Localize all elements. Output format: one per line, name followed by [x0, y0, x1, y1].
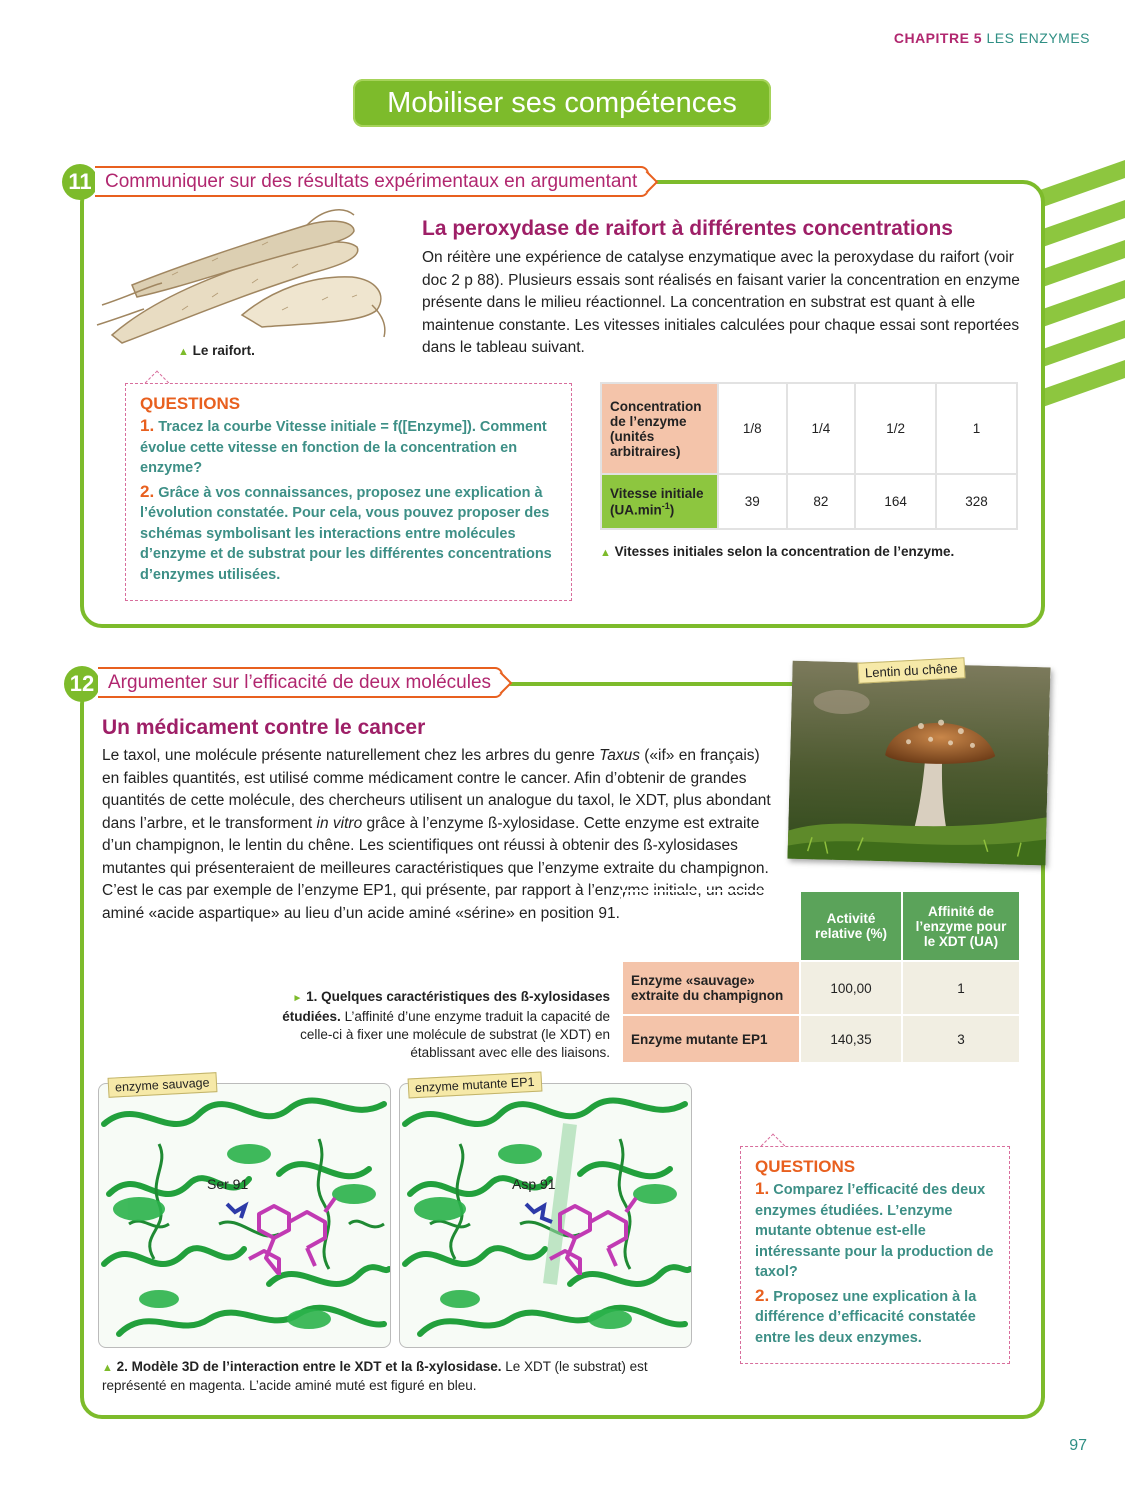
table-cell: 1: [902, 961, 1020, 1015]
row-header-wild: Enzyme «sauvage» extraite du champignon: [622, 961, 800, 1015]
velocity-table-caption-text: Vitesses initiales selon la concentration de l’enzyme.: [614, 544, 955, 559]
doc2-caption: [102, 1358, 702, 1395]
table-row: [622, 961, 1020, 1015]
ex12-text-b: («if» en français) en faibles quantités, est utilisé comme médicament contre le cancer. Afin d’obtenir de grandes quantités de cette molécule, des chercheurs utilisent un analogue du taxol, le XDT, plus abondant dans l’arbre, et le transforment: [102, 747, 771, 832]
questions-title: QUESTIONS: [140, 394, 241, 413]
question-1-text: Tracez la courbe Vitesse initiale = f([Enzyme]). Comment évolue cette vitesse en fonction de la concentration en enzyme?: [140, 419, 547, 476]
doc2-caption-text: Le XDT (le substrat) est représenté en magenta. L’acide aminé muté est figuré en bleu.: [102, 1359, 648, 1393]
residue-label-ser91: Ser 91: [207, 1176, 249, 1192]
empty-corner: [622, 891, 800, 961]
doc2-caption-bold: 2. Modèle 3D de l’interaction entre le XDT et la ß-xylosidase.: [116, 1359, 502, 1374]
question-2-number: 2.: [140, 481, 155, 501]
velocity-table: [600, 382, 1018, 530]
exercise-12-number: 12: [64, 666, 100, 702]
doc1-caption: [255, 988, 610, 1062]
model-wild-enzyme: [98, 1083, 391, 1348]
velocity-unit-exponent: -1: [661, 500, 670, 511]
doc1-caption-bold: 1. Quelques caractéristiques des ß-xylosidases étudiées.: [282, 989, 610, 1024]
table-cell: 1/8: [718, 383, 787, 474]
col-header-affinity: Affinité de l’enzyme pour le XDT (UA): [902, 891, 1020, 961]
question-1: [140, 416, 557, 479]
row-header-concentration: Concentration de l’enzyme (unités arbitraires): [601, 383, 718, 474]
question-1: [755, 1179, 995, 1283]
exercise-12-title: Un médicament contre le cancer: [102, 716, 426, 739]
table-row: [622, 1015, 1020, 1063]
ex12-text-c: grâce à l’enzyme ß-xylosidase. Cette enzyme est extraite d’un champignon, le lentin du chêne. Les scientifiques ont réussi à obtenir des ß-xylosidases mutantes qui présenteraient de meilleures caractéristiques que l’enzyme extraite du champignon. C’est le cas par exemple de l’enzyme EP1, qui présente, par rapport à l’enzyme initiale, un acide aminé «acide aspartique» au lieu d’un acide aminé «sérine» en position 91.: [102, 814, 769, 922]
table-cell: 328: [936, 474, 1017, 529]
exercise-11-title: La peroxydase de raifort à différentes concentrations: [422, 217, 953, 240]
model-mutant-enzyme: [399, 1083, 692, 1348]
chapter-number: CHAPITRE 5: [893, 30, 983, 46]
horseradish-caption-text: Le raifort.: [192, 343, 255, 358]
col-header-activity: Activité relative (%): [800, 891, 902, 961]
velocity-label: Vitesse initiale (UA.min: [610, 485, 704, 518]
question-1-text: Comparez l’efficacité des deux enzymes étudiées. L’enzyme mutante obtenue est-elle intéressante pour la production de taxol?: [755, 1182, 994, 1280]
ex12-text-italic-taxus: Taxus: [599, 747, 640, 764]
table-cell: 1: [936, 383, 1017, 474]
page-number: 97: [1069, 1437, 1087, 1454]
decorative-stripes: [1040, 160, 1125, 430]
table-cell: 140,35: [800, 1015, 902, 1063]
horseradish-caption: [178, 342, 255, 361]
table-row: [622, 891, 1020, 961]
row-header-mutant: Enzyme mutante EP1: [622, 1015, 800, 1063]
chapter-title: LES ENZYMES: [986, 30, 1090, 46]
table-cell: 82: [787, 474, 856, 529]
mushroom-photo-label: Lentin du chêne: [858, 657, 965, 684]
triangle-icon: ▲: [102, 1362, 113, 1374]
question-1-number: 1.: [140, 416, 155, 435]
velocity-table-caption: [600, 543, 954, 562]
enzyme-table: [621, 890, 1021, 1064]
exercise-12-questions: [740, 1146, 1010, 1364]
exercise-11-number: 11: [62, 164, 98, 200]
row-header-velocity: [601, 474, 718, 529]
exercise-12-tab: Argumenter sur l’efficacité de deux molécules: [98, 667, 503, 698]
triangle-icon: ▲: [600, 547, 611, 559]
chapter-header: [894, 30, 1090, 46]
questions-title: QUESTIONS: [755, 1157, 856, 1176]
exercise-11-text: On réitère une expérience de catalyse enzymatique avec la peroxydase du raifort (voir doc 2 p 88). Plusieurs essais sont réalisés en faisant varier la concentration en enzyme présente dans le milieu réactionnel. La concentration en substrat est quant à elle maintenue constante. Les vitesses initiales calculées pour chaque essai sont reportées dans le tableau suivant.: [422, 249, 1020, 356]
mushroom-photo: [787, 661, 1050, 866]
horseradish-image: [92, 205, 392, 345]
triangle-icon: ▲: [178, 346, 189, 358]
residue-label-asp91: Asp 91: [512, 1176, 556, 1192]
table-cell: 3: [902, 1015, 1020, 1063]
protein-model-mutant: [400, 1084, 692, 1348]
velocity-label-end: ): [669, 502, 675, 518]
ex12-text-a: Le taxol, une molécule présente naturellement chez les arbres du genre: [102, 747, 600, 764]
table-row: [601, 474, 1017, 529]
protein-model-wild: [99, 1084, 391, 1348]
question-2-text: Grâce à vos connaissances, proposez une explication à l’évolution constatée. Pour cela, vous pouvez proposer des schémas symbolisant les interactions entre molécules d’enzyme et de substrat pour les différentes concentrations d’enzymes utilisées.: [140, 484, 552, 583]
table-cell: 39: [718, 474, 787, 529]
section-banner: Mobiliser ses compétences: [353, 79, 771, 127]
question-2-number: 2.: [755, 1285, 770, 1305]
ex12-text-italic-invitro: in vitro: [316, 814, 363, 832]
question-2-text: Proposez une explication à la différence d’efficacité constatée entre les deux enzymes.: [755, 1288, 977, 1346]
doc1-caption-text: L’affinité d’une enzyme traduit la capacité de celle-ci à fixer une molécule de substrat (le XDT) en établissant avec elle des liaisons.: [300, 1009, 610, 1060]
question-2: [140, 482, 557, 586]
table-cell: 1/2: [855, 383, 936, 474]
table-cell: 100,00: [800, 961, 902, 1015]
model-wild-tag: enzyme sauvage: [108, 1072, 217, 1098]
model-mutant-tag: enzyme mutante EP1: [408, 1072, 542, 1099]
question-1-number: 1.: [755, 1179, 770, 1198]
table-cell: 1/4: [787, 383, 856, 474]
table-row: [601, 383, 1017, 474]
question-2: [755, 1286, 995, 1349]
table-cell: 164: [855, 474, 936, 529]
triangle-right-icon: ►: [292, 993, 303, 1004]
exercise-11-questions: [125, 383, 572, 601]
exercise-11-tab: Communiquer sur des résultats expérimentaux en argumentant: [95, 166, 649, 197]
